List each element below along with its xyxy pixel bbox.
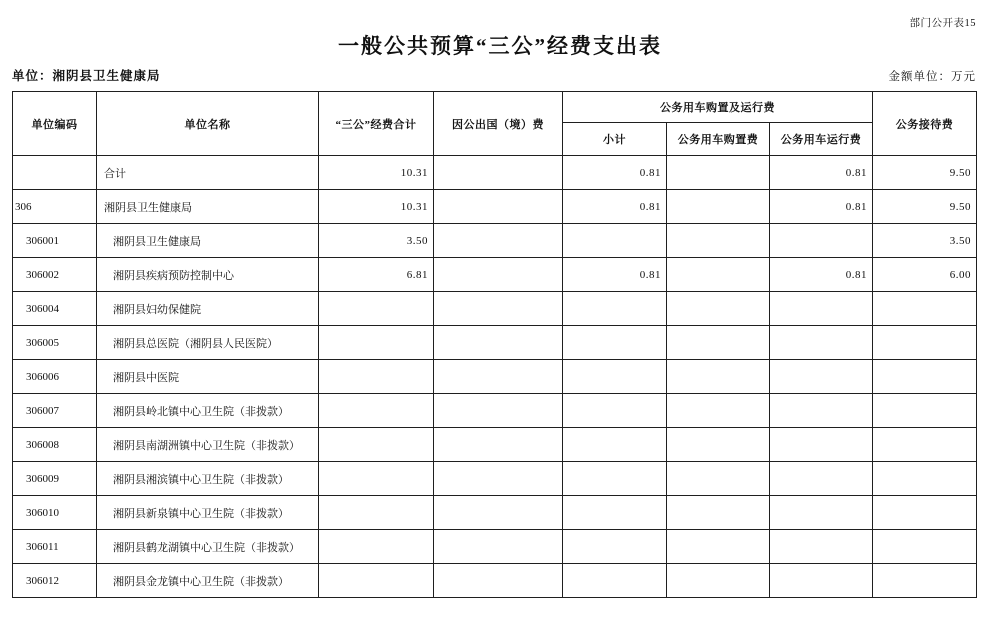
cell-abroad-fee — [434, 564, 563, 598]
cell-vehicle-operation — [770, 394, 873, 428]
cell-three-public-total — [319, 326, 434, 360]
cell-vehicle-subtotal — [563, 360, 667, 394]
cell-three-public-total — [319, 564, 434, 598]
table-row — [13, 190, 977, 224]
header-vehicle-operation: 公务用车运行费 — [770, 123, 873, 156]
cell-unit-name: 湘阴县岭北镇中心卫生院（非拨款） — [97, 394, 319, 428]
cell-unit-code: 306006 — [13, 360, 97, 394]
header-vehicle-subtotal: 小计 — [563, 123, 667, 156]
cell-reception-fee — [873, 428, 977, 462]
cell-unit-name: 湘阴县新泉镇中心卫生院（非拨款） — [97, 496, 319, 530]
cell-three-public-total — [319, 530, 434, 564]
cell-vehicle-purchase — [667, 360, 770, 394]
cell-three-public-total — [319, 292, 434, 326]
cell-three-public-total — [319, 394, 434, 428]
cell-abroad-fee — [434, 496, 563, 530]
cell-unit-code: 306012 — [13, 564, 97, 598]
cell-vehicle-subtotal — [563, 428, 667, 462]
cell-reception-fee — [873, 564, 977, 598]
cell-three-public-total: 6.81 — [319, 258, 434, 292]
cell-vehicle-operation — [770, 462, 873, 496]
cell-vehicle-subtotal — [563, 326, 667, 360]
cell-abroad-fee — [434, 224, 563, 258]
cell-vehicle-purchase — [667, 156, 770, 190]
cell-unit-name: 合计 — [97, 156, 319, 190]
table-header — [13, 92, 977, 156]
cell-reception-fee: 9.50 — [873, 156, 977, 190]
amount-unit-label: 金额单位：万元 — [888, 71, 976, 83]
cell-three-public-total: 10.31 — [319, 190, 434, 224]
cell-unit-code: 306002 — [13, 258, 97, 292]
cell-vehicle-operation — [770, 428, 873, 462]
cell-unit-name: 湘阴县南湖洲镇中心卫生院（非拨款） — [97, 428, 319, 462]
cell-vehicle-purchase — [667, 258, 770, 292]
header-unit-name: 单位名称 — [97, 92, 319, 156]
header-unit-code: 单位编码 — [13, 92, 97, 156]
cell-vehicle-subtotal: 0.81 — [563, 156, 667, 190]
cell-unit-code — [13, 156, 97, 190]
cell-vehicle-subtotal — [563, 530, 667, 564]
cell-three-public-total: 10.31 — [319, 156, 434, 190]
header-reception-fee: 公务接待费 — [873, 92, 977, 156]
cell-vehicle-operation — [770, 224, 873, 258]
header-vehicle-purchase: 公务用车购置费 — [667, 123, 770, 156]
cell-abroad-fee — [434, 258, 563, 292]
cell-vehicle-subtotal — [563, 496, 667, 530]
doc-sheet-label: 部门公开表15 — [909, 18, 976, 29]
header-abroad-fee: 因公出国（境）费 — [434, 92, 563, 156]
cell-vehicle-subtotal: 0.81 — [563, 190, 667, 224]
cell-vehicle-purchase — [667, 394, 770, 428]
cell-abroad-fee — [434, 428, 563, 462]
cell-reception-fee — [873, 462, 977, 496]
cell-vehicle-purchase — [667, 428, 770, 462]
cell-vehicle-purchase — [667, 224, 770, 258]
cell-abroad-fee — [434, 462, 563, 496]
cell-abroad-fee — [434, 292, 563, 326]
cell-abroad-fee — [434, 190, 563, 224]
cell-unit-code: 306 — [13, 190, 97, 224]
table-row — [13, 394, 977, 428]
cell-three-public-total — [319, 360, 434, 394]
cell-vehicle-operation — [770, 360, 873, 394]
cell-reception-fee — [873, 326, 977, 360]
cell-vehicle-subtotal — [563, 564, 667, 598]
cell-unit-name: 湘阴县金龙镇中心卫生院（非拨款） — [97, 564, 319, 598]
cell-vehicle-operation — [770, 292, 873, 326]
cell-abroad-fee — [434, 326, 563, 360]
cell-unit-name: 湘阴县湘滨镇中心卫生院（非拨款） — [97, 462, 319, 496]
cell-vehicle-operation — [770, 326, 873, 360]
three-public-expenditure-table — [12, 91, 977, 598]
cell-three-public-total — [319, 496, 434, 530]
table-row — [13, 156, 977, 190]
cell-unit-name: 湘阴县卫生健康局 — [97, 224, 319, 258]
cell-vehicle-subtotal: 0.81 — [563, 258, 667, 292]
cell-vehicle-purchase — [667, 564, 770, 598]
cell-vehicle-operation: 0.81 — [770, 156, 873, 190]
table-row — [13, 496, 977, 530]
cell-unit-code: 306001 — [13, 224, 97, 258]
cell-vehicle-subtotal — [563, 462, 667, 496]
cell-unit-code: 306004 — [13, 292, 97, 326]
cell-three-public-total: 3.50 — [319, 224, 434, 258]
table-row — [13, 462, 977, 496]
table-row — [13, 292, 977, 326]
meta-row — [12, 66, 976, 84]
cell-reception-fee — [873, 360, 977, 394]
cell-vehicle-subtotal — [563, 224, 667, 258]
cell-unit-code: 306007 — [13, 394, 97, 428]
cell-reception-fee — [873, 394, 977, 428]
cell-vehicle-purchase — [667, 530, 770, 564]
cell-abroad-fee — [434, 156, 563, 190]
cell-reception-fee: 3.50 — [873, 224, 977, 258]
header-vehicle-group: 公务用车购置及运行费 — [563, 92, 873, 123]
cell-unit-code: 306008 — [13, 428, 97, 462]
cell-vehicle-purchase — [667, 462, 770, 496]
cell-three-public-total — [319, 462, 434, 496]
cell-reception-fee — [873, 292, 977, 326]
cell-unit-name: 湘阴县妇幼保健院 — [97, 292, 319, 326]
table-row — [13, 564, 977, 598]
cell-vehicle-subtotal — [563, 394, 667, 428]
cell-vehicle-operation — [770, 496, 873, 530]
cell-reception-fee — [873, 530, 977, 564]
unit-label: 单位：湘阴县卫生健康局 — [12, 69, 161, 83]
cell-vehicle-operation — [770, 564, 873, 598]
table-row — [13, 360, 977, 394]
cell-unit-name: 湘阴县鹤龙湖镇中心卫生院（非拨款） — [97, 530, 319, 564]
cell-vehicle-purchase — [667, 190, 770, 224]
table-row — [13, 326, 977, 360]
table-row — [13, 530, 977, 564]
cell-abroad-fee — [434, 530, 563, 564]
cell-unit-name: 湘阴县中医院 — [97, 360, 319, 394]
page-title: 一般公共预算“三公”经费支出表 — [338, 34, 662, 58]
table-row — [13, 224, 977, 258]
cell-reception-fee — [873, 496, 977, 530]
cell-abroad-fee — [434, 394, 563, 428]
cell-unit-code: 306005 — [13, 326, 97, 360]
table-body — [13, 156, 977, 598]
cell-vehicle-subtotal — [563, 292, 667, 326]
cell-unit-name: 湘阴县疾病预防控制中心 — [97, 258, 319, 292]
cell-vehicle-purchase — [667, 496, 770, 530]
cell-unit-name: 湘阴县卫生健康局 — [97, 190, 319, 224]
cell-unit-name: 湘阴县总医院（湘阴县人民医院） — [97, 326, 319, 360]
cell-unit-code: 306010 — [13, 496, 97, 530]
header-three-public-total: “三公”经费合计 — [319, 92, 434, 156]
cell-vehicle-operation: 0.81 — [770, 258, 873, 292]
cell-reception-fee: 6.00 — [873, 258, 977, 292]
cell-reception-fee: 9.50 — [873, 190, 977, 224]
cell-three-public-total — [319, 428, 434, 462]
cell-unit-code: 306009 — [13, 462, 97, 496]
table-row — [13, 258, 977, 292]
cell-vehicle-purchase — [667, 326, 770, 360]
cell-unit-code: 306011 — [13, 530, 97, 564]
cell-vehicle-operation: 0.81 — [770, 190, 873, 224]
table-row — [13, 428, 977, 462]
cell-abroad-fee — [434, 360, 563, 394]
cell-vehicle-operation — [770, 530, 873, 564]
cell-vehicle-purchase — [667, 292, 770, 326]
